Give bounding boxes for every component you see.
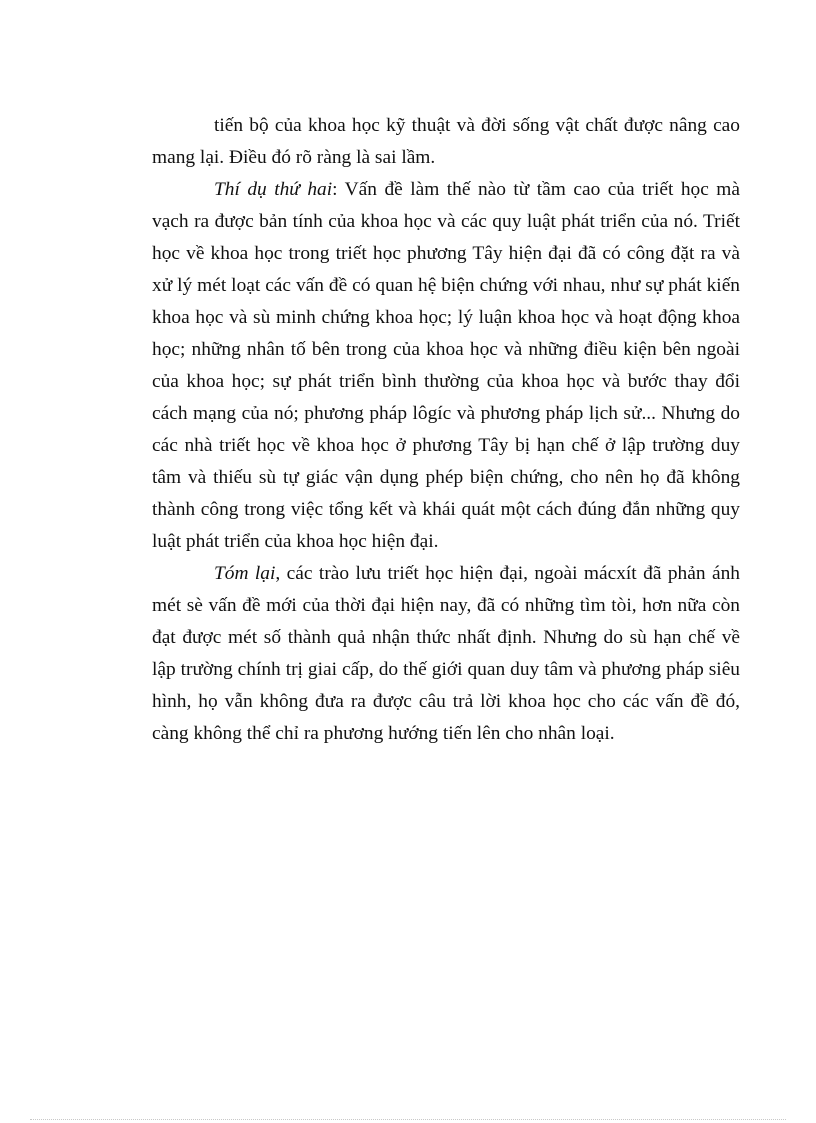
paragraph-2-lead: Thí dụ thứ hai [214,179,333,200]
paragraph-3-text: , các trào lưu triết học hiện đại, ngoài mácxít đã phản ánh mét sè vấn đề mới của thời đại hiện nay, đã có những tìm tòi, hơn nữa còn đạt được mét số thành quả nhận thức nhất định. Nhưng do sù hạn chế về lập trường chính trị giai cấp, do thế giới quan duy tâm và phương pháp siêu hình, họ vẫn không đưa ra được câu trả lời khoa học cho các vấn đề đó, càng không thể chỉ ra phương hướng tiến lên cho nhân loại. [152,563,740,744]
paragraph-2 [152,174,740,558]
document-page [152,110,740,750]
paragraph-3-lead: Tóm lại [214,563,276,584]
paragraph-2-text: : Vấn đề làm thế nào từ tầm cao của triết học mà vạch ra được bản tính của khoa học và các quy luật phát triển của nó. Triết học về khoa học trong triết học phương Tây hiện đại đã có công đặt ra và xử lý mét loạt các vấn đề có quan hệ biện chứng với nhau, như sự phát kiến khoa học và sù minh chứng khoa học; lý luận khoa học và hoạt động khoa học; những nhân tố bên trong của khoa học và những điều kiện bên ngoài của khoa học; sự phát triển bình thường của khoa học và bước thay đổi cách mạng của nó; phương pháp lôgíc và phương pháp lịch sử... Nhưng do các nhà triết học về khoa học ở phương Tây bị hạn chế ở lập trường duy tâm và thiếu sù tự giác vận dụng phép biện chứng, cho nên họ đã không thành công trong việc tổng kết và khái quát một cách đúng đắn những quy luật phát triển của khoa học hiện đại. [152,179,740,552]
paragraph-3 [152,558,740,750]
paragraph-1-text: tiến bộ của khoa học kỹ thuật và đời sống vật chất được nâng cao mang lại. Điều đó rõ ràng là sai lầm. [152,115,740,168]
footer-divider [30,1119,786,1120]
paragraph-1 [152,110,740,174]
